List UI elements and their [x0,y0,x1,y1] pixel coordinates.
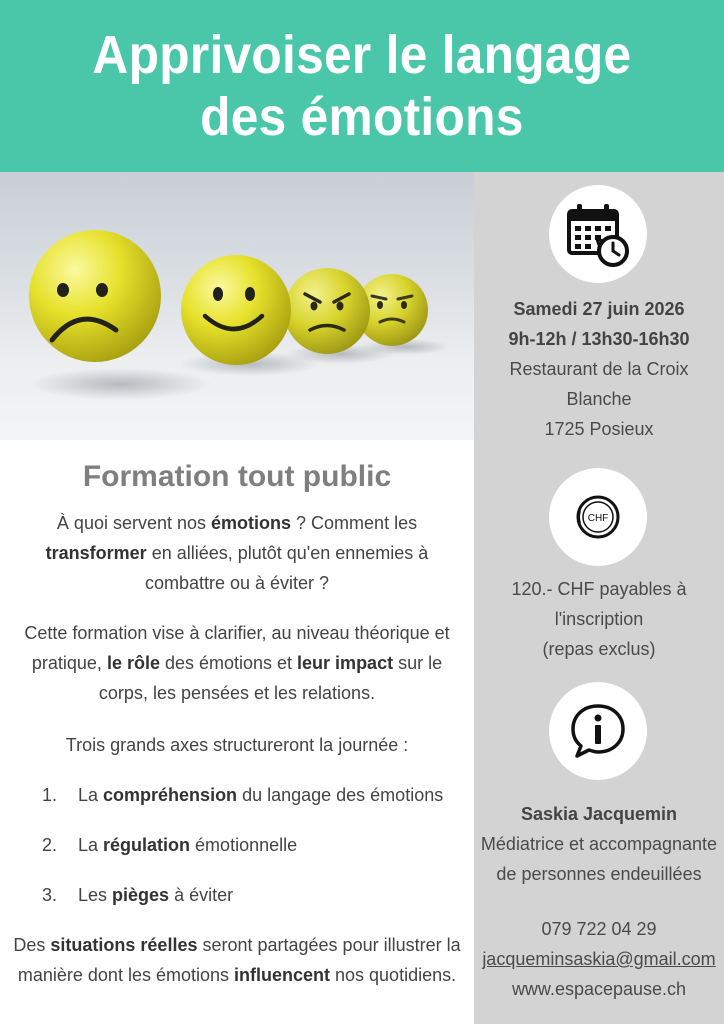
info-sidebar [474,172,724,1024]
list-item: 3. Les pièges à éviter [42,885,234,905]
title-banner [0,0,724,172]
angry-face-ball [284,268,370,354]
website-link[interactable]: www.espacepause.ch [511,979,687,999]
venue-line: Restaurant de la Croix [509,359,689,379]
role-line: Médiatrice et accompagnante [480,834,718,854]
contact-details [474,914,724,1004]
venue-line: Blanche [566,389,632,409]
page-title: Apprivoiser le langage des émotions [92,25,632,147]
description-section [0,440,474,1024]
section-subtitle: Formation tout public [82,460,392,493]
price-line: l'inscription [554,609,644,629]
info-icon [549,682,647,780]
intro-paragraph: À quoi servent nos émotions ? Comment les transformer en alliées, plutôt qu'en ennemies à combattre ou à éviter ? [45,513,429,593]
event-hours: 9h-12h / 13h30-16h30 [508,329,690,349]
event-date: Samedi 27 juin 2026 [513,299,685,319]
happy-face-ball [181,255,291,365]
contact-block [474,799,724,829]
axes-intro: Trois grands axes structureront la journée : [65,735,409,755]
list-item: 1. La compréhension du langage des émotions [42,785,444,805]
emoji-balls-photo [0,172,474,440]
chf-coin-icon [549,468,647,566]
aim-paragraph: Cette formation vise à clarifier, au niveau théorique et pratique, le rôle des émotions et leur impact sur le corps, les pensées et les relations. [24,623,450,703]
price-line: (repas exclus) [542,639,656,659]
event-date-block [474,294,724,444]
phone-number: 079 722 04 29 [541,919,657,939]
ball-shadow [28,368,212,400]
price-block [474,574,724,664]
contact-name: Saskia Jacquemin [520,804,678,824]
calendar-clock-icon [549,185,647,283]
list-item: 2. La régulation émotionnelle [42,835,298,855]
coin-label: CHF [587,513,609,524]
email-link[interactable]: jacqueminsaskia@gmail.com [482,949,716,969]
closing-paragraph: Des situations réelles seront partagées pour illustrer la manière dont les émotions influencent nos quotidiens. [13,935,461,985]
contact-role [474,829,724,889]
sad-face-ball [29,230,161,362]
venue-line: 1725 Posieux [544,419,654,439]
role-line: de personnes endeuillées [496,864,702,884]
price-line: 120.- CHF payables à [511,579,687,599]
